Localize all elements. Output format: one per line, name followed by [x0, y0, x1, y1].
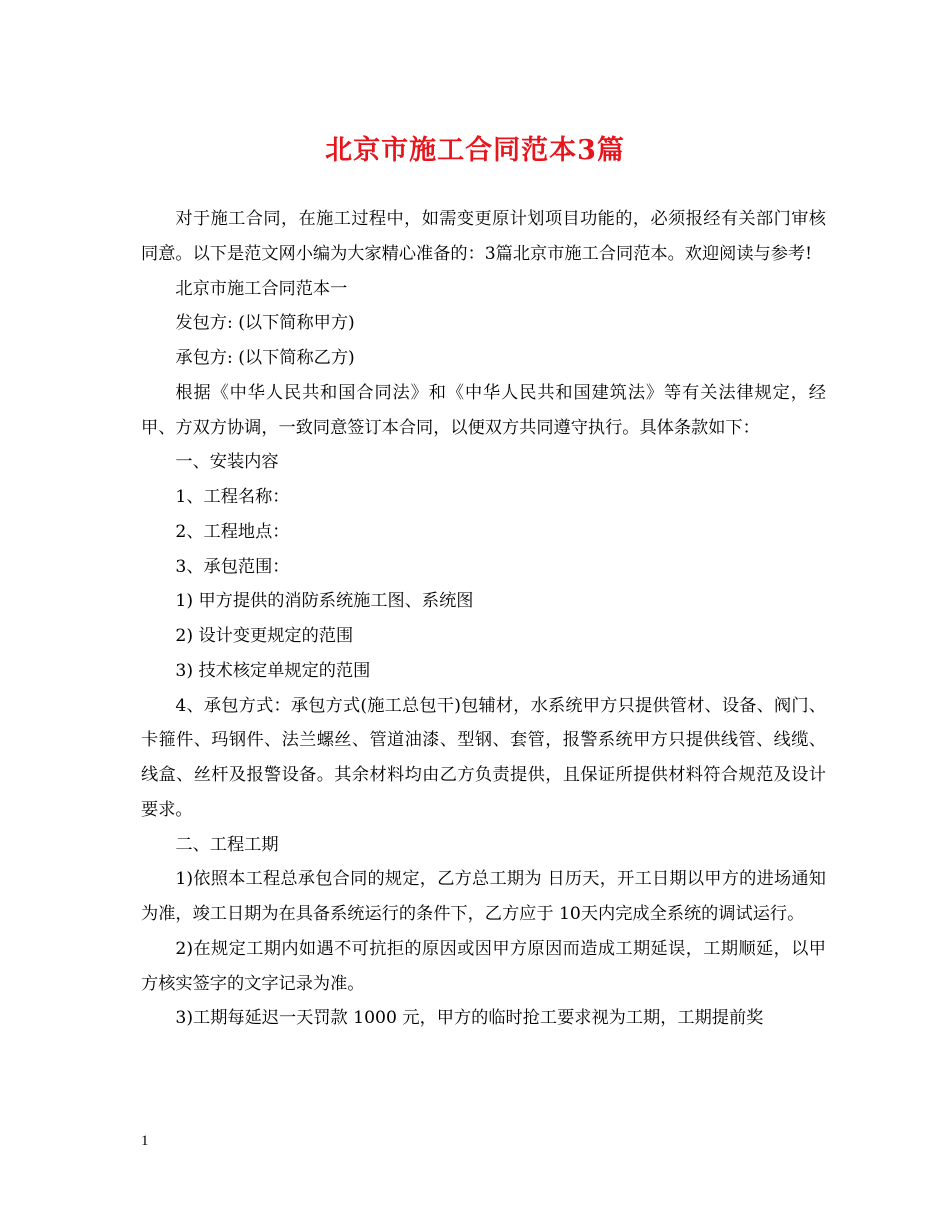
section-heading-sample-one: 北京市施工合同范本一 [175, 278, 348, 299]
intro-paragraph: 对于施工合同，在施工过程中，如需变更原计划项目功能的，必须报经有关部门审核同意。以下是范文网小编为大家精心准备的：3篇北京市施工合同范本。欢迎阅读与参考! [141, 209, 826, 264]
document-title: 北京市施工合同范本3篇 [325, 135, 625, 166]
project-name-line: 1、工程名称： [175, 487, 290, 507]
schedule-item-3: 3)工期每延迟一天罚款 1000 元，甲方的临时抢工要求视为工期，工期提前奖 [175, 1008, 764, 1029]
scope-item-2: 2) 设计变更规定的范围 [175, 626, 354, 646]
contract-method-paragraph: 4、承包方式：承包方式(施工总包干)包辅材，水系统甲方只提供管材、设备、阀门、卡箍件、玛钢件、法兰螺丝、管道油漆、型钢、套管，报警系统甲方只提供线管、线缆、线盒、丝杆及报警设备。其余材料均由乙方负责提供，且保证所提供材料符合规范及设计要求。 [141, 695, 826, 820]
party-b-line: 承包方: (以下简称乙方) [175, 348, 355, 368]
scope-item-1: 1) 甲方提供的消防系统施工图、系统图 [175, 591, 474, 612]
contract-scope-line: 3、承包范围： [175, 556, 290, 577]
document-body [141, 202, 826, 1036]
party-a-line: 发包方: (以下简称甲方) [175, 313, 355, 334]
schedule-item-1: 1)依照本工程总承包合同的规定，乙方总工期为 日历天，开工日期以甲方的进场通知为准，竣工日期为在具备系统运行的条件下，乙方应于 10天内完成全系统的调试运行。 [141, 869, 826, 924]
project-location-line: 2、工程地点： [175, 521, 290, 542]
section-heading-installation: 一、安装内容 [175, 452, 279, 473]
section-heading-schedule: 二、工程工期 [175, 834, 279, 855]
legal-basis-paragraph: 根据《中华人民共和国合同法》和《中华人民共和国建筑法》等有关法律规定，经甲、方双方协调，一致同意签订本合同，以便双方共同遵守执行。具体条款如下： [141, 382, 826, 438]
scope-item-3: 3) 技术核定单规定的范围 [175, 660, 371, 681]
page-number: 1 [141, 1133, 149, 1149]
schedule-item-2: 2)在规定工期内如遇不可抗拒的原因或因甲方原因而造成工期延误，工期顺延，以甲方核实签字的文字记录为准。 [141, 938, 826, 994]
